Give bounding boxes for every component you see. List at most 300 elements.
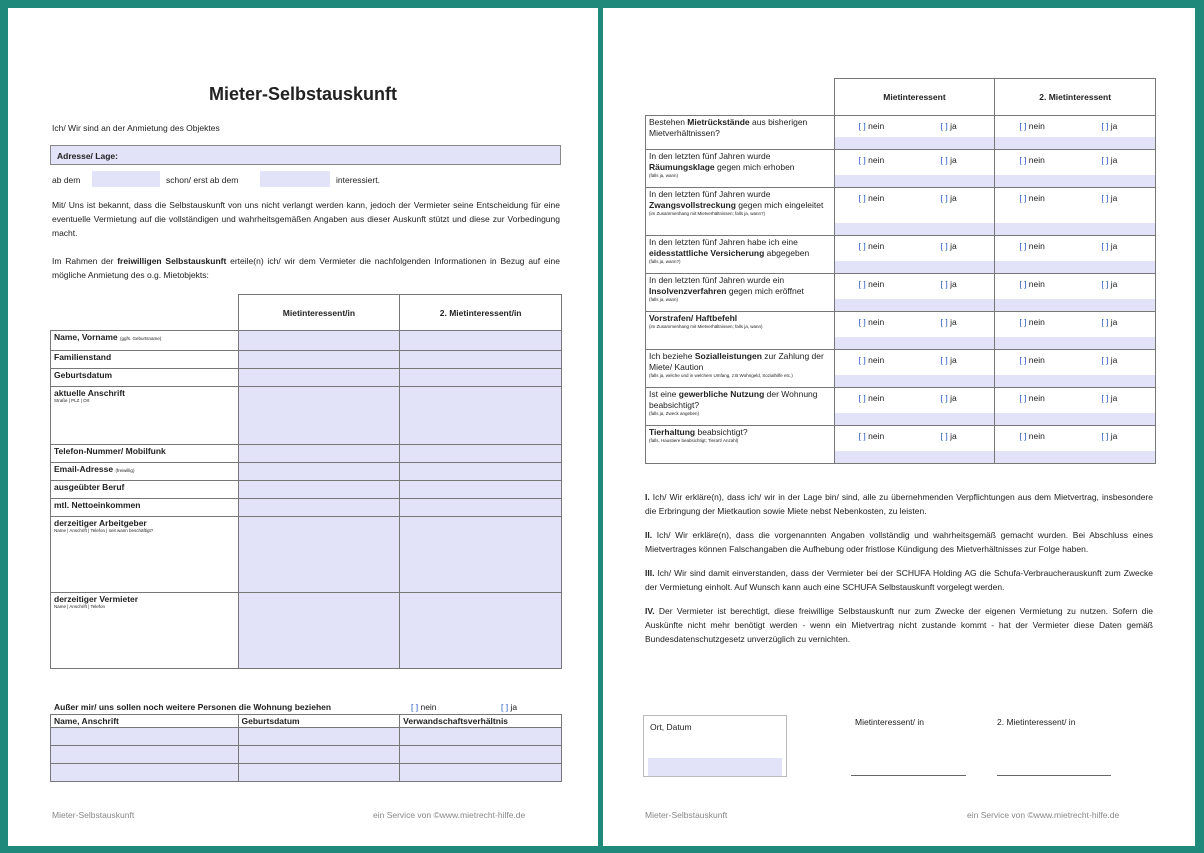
info-row-label — [51, 499, 239, 517]
answer-cell — [995, 350, 1156, 388]
no-label: nein — [868, 317, 885, 327]
no-label: nein — [1028, 317, 1045, 327]
more-persons-no[interactable] — [411, 701, 437, 713]
question-note: (falls ja, welche und in welchem Umfang, z.B Wohngeld, Sozialhilfe etc.) — [649, 373, 793, 378]
persons-col-name: Name, Anschrift — [51, 715, 239, 728]
checkbox-no[interactable]: [ ] — [1019, 241, 1027, 251]
answer-no[interactable] — [859, 241, 885, 251]
answer-cell — [995, 188, 1156, 236]
answer-cell — [995, 274, 1156, 312]
yes-label: ja — [950, 241, 957, 251]
question-label — [646, 388, 835, 426]
address-field[interactable] — [50, 145, 561, 165]
checkbox-yes[interactable]: [ ] — [940, 279, 948, 289]
yes-label: ja — [1110, 121, 1118, 131]
yes-label: ja — [950, 317, 957, 327]
checkbox-no[interactable]: [ ] — [858, 431, 866, 441]
answer-no[interactable] — [1019, 393, 1045, 403]
answer-detail-field[interactable] — [995, 413, 1155, 425]
answer-yes[interactable] — [1101, 279, 1117, 289]
answer-detail-field[interactable] — [995, 261, 1155, 273]
answer-detail-field[interactable] — [835, 175, 995, 187]
answer-yes[interactable] — [1101, 155, 1117, 165]
place-date-field[interactable] — [648, 758, 782, 776]
persons-cell[interactable] — [51, 728, 239, 746]
checkbox-no[interactable]: [ ] — [1019, 355, 1027, 365]
answer-yes[interactable] — [1101, 317, 1117, 327]
question-label — [646, 426, 835, 464]
checkbox-yes[interactable]: [ ] — [1101, 317, 1109, 327]
yes-label: ja — [950, 279, 957, 289]
info-cell-2[interactable] — [400, 445, 562, 463]
yes-label: ja — [950, 121, 957, 131]
info-row — [51, 445, 562, 463]
signature-line-2[interactable] — [997, 775, 1111, 776]
place-date-label: Ort, Datum — [650, 722, 692, 732]
yes-label: ja — [950, 155, 957, 165]
answer-yes[interactable] — [941, 393, 957, 403]
info-row — [51, 499, 562, 517]
yes-label: ja — [1110, 317, 1118, 327]
checkbox-no[interactable]: [ ] — [858, 355, 866, 365]
info-row-label-text: Name, Vorname — [54, 332, 118, 342]
checkbox-no[interactable]: [ ] — [1019, 121, 1027, 131]
signature-line-1[interactable] — [851, 775, 966, 776]
question-text-a: Ich beziehe — [649, 351, 695, 361]
checkbox-yes[interactable]: [ ] — [1101, 241, 1109, 251]
answer-no[interactable] — [1019, 121, 1045, 131]
question-text-c: gegen mich erhoben — [714, 162, 795, 172]
info-row-label — [51, 463, 239, 481]
info-row — [51, 517, 562, 593]
checkbox-no[interactable]: [ ] — [858, 241, 866, 251]
question-text-a: In den letzten fünf Jahren wurde ein — [649, 275, 785, 285]
checkbox-yes[interactable]: [ ] — [940, 317, 948, 327]
no-label: nein — [868, 431, 885, 441]
question-text-a: In den letzten fünf Jahren wurde — [649, 151, 771, 161]
interested-text: interessiert. — [336, 175, 380, 185]
question-note: (falls ja, Zweck angeben) — [649, 411, 700, 416]
answer-cell — [834, 274, 995, 312]
answer-detail-field[interactable] — [835, 337, 995, 349]
answer-no[interactable] — [859, 121, 885, 131]
info-row-label — [51, 517, 239, 593]
info-cell-1[interactable] — [238, 517, 400, 593]
answer-detail-field[interactable] — [835, 413, 995, 425]
question-text-c: gegen mich eingeleitet — [735, 200, 824, 210]
since-date-field[interactable] — [260, 171, 330, 187]
info-cell-1[interactable] — [238, 351, 400, 369]
answer-no[interactable] — [1019, 155, 1045, 165]
yes-label: ja — [950, 393, 957, 403]
info-row-note: Straße | PLZ | Ort — [54, 398, 90, 403]
yes-label: ja — [950, 193, 957, 203]
info-cell-2[interactable] — [400, 593, 562, 669]
info-row-note: Name | Anschrift | Telefon | seit wann beschäftigt? — [54, 528, 154, 533]
col-header-2: 2. Mietinteressent/in — [400, 295, 562, 331]
answer-yes[interactable] — [1101, 431, 1117, 441]
question-row — [646, 274, 1156, 312]
answer-detail-field[interactable] — [835, 137, 995, 149]
question-text-bold: Vorstrafen/ Haftbefehl — [649, 313, 738, 323]
applicant-info-table — [50, 294, 562, 669]
question-text-a: In den letzten fünf Jahren wurde — [649, 189, 771, 199]
answer-no[interactable] — [859, 193, 885, 203]
form-page-2 — [603, 8, 1195, 846]
question-label — [646, 312, 835, 350]
answer-cell — [834, 150, 995, 188]
answer-no[interactable] — [859, 279, 885, 289]
answer-detail-field[interactable] — [995, 223, 1155, 235]
no-label: nein — [868, 121, 885, 131]
question-text-c: gegen mich eröffnet — [726, 286, 804, 296]
info-cell-2[interactable] — [400, 331, 562, 351]
info-row-label — [51, 593, 239, 669]
info-cell-2[interactable] — [400, 463, 562, 481]
checkbox-no[interactable]: [ ] — [1019, 279, 1027, 289]
info-cell-1[interactable] — [238, 463, 400, 481]
answer-yes[interactable] — [1101, 241, 1117, 251]
question-text-bold: Zwangsvollstreckung — [649, 200, 736, 210]
page-title: Mieter-Selbstauskunft — [208, 84, 398, 104]
answer-no[interactable] — [1019, 431, 1045, 441]
info-row-label — [51, 331, 239, 351]
question-text-c: aus bisherigen Mietverhältnissen? — [649, 117, 808, 138]
declaration-paragraph — [645, 604, 1153, 646]
answer-cell — [995, 116, 1156, 150]
checkbox-yes[interactable]: [ ] — [501, 702, 509, 712]
footer-left: Mieter-Selbstauskunft — [645, 810, 728, 820]
question-row — [646, 426, 1156, 464]
checkbox-no[interactable]: [ ] — [1019, 155, 1027, 165]
no-label: nein — [868, 193, 885, 203]
question-text-c: der Wohnung beabsichtigt? — [649, 389, 818, 410]
info-row-label-text: aktuelle Anschrift — [54, 388, 126, 398]
place-date-box[interactable] — [643, 715, 787, 777]
persons-cell[interactable] — [400, 746, 562, 764]
answer-no[interactable] — [859, 355, 885, 365]
checkbox-yes[interactable]: [ ] — [1101, 279, 1109, 289]
no-label: nein — [868, 355, 885, 365]
checkbox-no[interactable]: [ ] — [858, 393, 866, 403]
from-date-field[interactable] — [92, 171, 160, 187]
answer-yes[interactable] — [1101, 193, 1117, 203]
checkbox-yes[interactable]: [ ] — [1101, 121, 1109, 131]
declaration-text: Ich/ Wir sind damit einverstanden, dass der Vermieter bei der SCHUFA Holding AG die Schufa-Verbraucherauskunft zum Zwecke der Vermietung einholt. Auf Wunsch kann auch eine SCHUFA Selbstauskunft vorgelegt werden. — [645, 568, 1153, 592]
answer-cell — [995, 236, 1156, 274]
since-label: schon/ erst ab dem — [166, 175, 239, 185]
declaration-number: IV. — [645, 606, 655, 616]
declaration-number: II. — [645, 530, 653, 540]
answer-yes[interactable] — [1101, 121, 1117, 131]
info-row-label-text: derzeitiger Arbeitgeber — [54, 518, 147, 528]
question-row — [646, 188, 1156, 236]
info-cell-2[interactable] — [400, 481, 562, 499]
answer-detail-field[interactable] — [995, 337, 1155, 349]
answer-no[interactable] — [859, 431, 885, 441]
no-label: nein — [868, 241, 885, 251]
question-text-bold: Mietrückstände — [687, 117, 750, 127]
answer-no[interactable] — [1019, 279, 1045, 289]
more-persons-yes[interactable] — [501, 701, 517, 713]
checkbox-no[interactable]: [ ] — [858, 317, 866, 327]
intro-text: Ich/ Wir sind an der Anmietung des Objektes — [52, 123, 220, 133]
no-label: nein — [868, 279, 885, 289]
question-row — [646, 236, 1156, 274]
persons-cell[interactable] — [400, 764, 562, 782]
info-row-label-text: derzeitiger Vermieter — [54, 594, 139, 604]
answer-detail-field[interactable] — [995, 137, 1155, 149]
info-row-note: (ggfs. Geburtsname) — [120, 336, 162, 341]
no-label: nein — [1028, 393, 1045, 403]
info-cell-2[interactable] — [400, 369, 562, 387]
answer-no[interactable] — [1019, 317, 1045, 327]
checkbox-no[interactable]: [ ] — [858, 155, 866, 165]
answer-cell — [834, 426, 995, 464]
question-label — [646, 274, 835, 312]
question-row — [646, 388, 1156, 426]
no-label: nein — [420, 702, 437, 712]
info-row — [51, 463, 562, 481]
info-cell-1[interactable] — [238, 369, 400, 387]
answer-cell — [834, 236, 995, 274]
answer-cell — [995, 312, 1156, 350]
checkbox-no[interactable]: [ ] — [1019, 431, 1027, 441]
question-note: (im Zusammenhang mit Mietverhältnissen; falls ja, wann?) — [649, 211, 766, 216]
info-cell-2[interactable] — [400, 351, 562, 369]
yes-label: ja — [1110, 355, 1118, 365]
persons-cell[interactable] — [51, 746, 239, 764]
info-cell-1[interactable] — [238, 593, 400, 669]
yes-label: ja — [1110, 241, 1118, 251]
no-label: nein — [1028, 155, 1045, 165]
checkbox-no[interactable]: [ ] — [858, 279, 866, 289]
yes-label: ja — [1110, 193, 1118, 203]
question-label — [646, 188, 835, 236]
yes-label: ja — [1110, 279, 1118, 289]
declaration-text: Ich/ Wir erkläre(n), dass ich/ wir in der Lage bin/ sind, alle zu übernehmenden Verpflichtungen aus dem Mietvertrag, insbesondere die Erbringung der Mietkaution sowie Miete nebst Nebenkosten, zu leisten. — [645, 492, 1153, 516]
footer-left: Mieter-Selbstauskunft — [52, 810, 135, 820]
answer-yes[interactable] — [941, 241, 957, 251]
question-row — [646, 116, 1156, 150]
answer-yes[interactable] — [941, 317, 957, 327]
answer-no[interactable] — [1019, 355, 1045, 365]
question-text-bold: Tierhaltung — [649, 427, 696, 437]
question-text-bold: gewerbliche Nutzung — [678, 389, 765, 399]
checkbox-no[interactable]: [ ] — [1019, 317, 1027, 327]
answer-no[interactable] — [859, 393, 885, 403]
question-text-bold: Sozialleistungen — [694, 351, 762, 361]
info-row-label-text: Familienstand — [54, 352, 112, 362]
yes-label: ja — [950, 431, 957, 441]
checkbox-yes[interactable]: [ ] — [1101, 155, 1109, 165]
persons-cell[interactable] — [238, 746, 400, 764]
info-row — [51, 351, 562, 369]
answer-yes[interactable] — [1101, 355, 1117, 365]
more-persons-question: Außer mir/ uns sollen noch weitere Personen die Wohnung beziehen — [54, 702, 332, 712]
answer-detail-field[interactable] — [835, 299, 995, 311]
info-row-note: (freiwillig) — [115, 468, 135, 473]
question-text-c: abgegeben — [764, 248, 810, 258]
answer-detail-field[interactable] — [835, 375, 995, 387]
question-note: (falls ja, wann) — [649, 173, 679, 178]
no-label: nein — [1028, 241, 1045, 251]
answer-detail-field[interactable] — [995, 175, 1155, 187]
info-row-label-text: mtl. Nettoeinkommen — [54, 500, 141, 510]
answer-cell — [834, 350, 995, 388]
address-label: Adresse/ Lage: — [57, 151, 118, 161]
answer-yes[interactable] — [941, 431, 957, 441]
checkbox-yes[interactable]: [ ] — [940, 393, 948, 403]
declaration-number: III. — [645, 568, 655, 578]
no-label: nein — [1028, 355, 1045, 365]
answer-yes[interactable] — [941, 155, 957, 165]
voluntary-text-c: erteile(n) ich/ wir dem Vermieter die nachfolgenden Informationen in Bezug auf eine mögliche Anmietung des o.g. Mietobjekts: — [52, 256, 560, 280]
footer-right: ein Service von ©www.mietrecht-hilfe.de — [967, 810, 1120, 820]
question-label — [646, 150, 835, 188]
yes-label: ja — [510, 702, 518, 712]
info-cell-2[interactable] — [400, 387, 562, 445]
declaration-paragraph — [645, 566, 1153, 594]
answer-detail-field[interactable] — [995, 299, 1155, 311]
checkbox-no[interactable]: [ ] — [858, 121, 866, 131]
checkbox-yes[interactable]: [ ] — [1101, 193, 1109, 203]
answer-yes[interactable] — [941, 193, 957, 203]
answer-no[interactable] — [1019, 193, 1045, 203]
info-row — [51, 369, 562, 387]
answer-cell — [995, 150, 1156, 188]
info-cell-2[interactable] — [400, 517, 562, 593]
no-label: nein — [1028, 431, 1045, 441]
yes-label: ja — [1110, 431, 1118, 441]
answer-no[interactable] — [859, 155, 885, 165]
info-row — [51, 593, 562, 669]
checkbox-yes[interactable]: [ ] — [940, 155, 948, 165]
checkbox-no[interactable]: [ ] — [411, 702, 419, 712]
info-row-label-text: ausgeübter Beruf — [54, 482, 125, 492]
answer-cell — [834, 116, 995, 150]
info-row-note: Name | Anschrift | Telefon — [54, 604, 106, 609]
checkbox-yes[interactable]: [ ] — [940, 241, 948, 251]
answer-cell — [995, 426, 1156, 464]
voluntary-text-bold: freiwilligen Selbstauskunft — [117, 256, 227, 266]
info-row-label — [51, 481, 239, 499]
answer-detail-field[interactable] — [995, 375, 1155, 387]
notice-paragraph: Mit/ Uns ist bekannt, dass die Selbstauskunft von uns nicht verlangt werden kann, jedoch der Vermieter seine Entscheidung für eine eventuelle Vermietung auf die vollständigen und wahrheitsgemäßen Angaben aus dieser Auskunft stützt und diese zur Vorbedingung macht. — [52, 200, 560, 238]
answer-detail-field[interactable] — [835, 451, 995, 463]
info-row-label — [51, 351, 239, 369]
info-cell-1[interactable] — [238, 331, 400, 351]
question-text-a: Bestehen — [649, 117, 688, 127]
answer-detail-field[interactable] — [835, 261, 995, 273]
info-cell-1[interactable] — [238, 445, 400, 463]
question-label — [646, 236, 835, 274]
answer-yes[interactable] — [941, 121, 957, 131]
question-label — [646, 350, 835, 388]
question-text-a: In den letzten fünf Jahren habe ich eine — [649, 237, 798, 247]
info-row-label-text: Telefon-Nummer/ Mobilfunk — [54, 446, 166, 456]
voluntary-paragraph — [52, 254, 560, 282]
question-note: (falls, Haustiere beabsichtigt; Tierart/ Anzahl) — [649, 438, 739, 443]
question-text-c: beabsichtigt? — [695, 427, 748, 437]
answer-cell — [834, 388, 995, 426]
info-cell-1[interactable] — [238, 499, 400, 517]
info-cell-1[interactable] — [238, 387, 400, 445]
checkbox-yes[interactable]: [ ] — [1101, 393, 1109, 403]
persons-cell[interactable] — [238, 728, 400, 746]
checkbox-no[interactable]: [ ] — [858, 193, 866, 203]
answer-cell — [834, 312, 995, 350]
footer-right: ein Service von ©www.mietrecht-hilfe.de — [373, 810, 526, 820]
answer-yes[interactable] — [941, 279, 957, 289]
persons-col-birth: Geburtsdatum — [238, 715, 400, 728]
info-cell-2[interactable] — [400, 499, 562, 517]
persons-table — [50, 714, 562, 782]
yes-label: ja — [1110, 155, 1118, 165]
question-row — [646, 150, 1156, 188]
answer-no[interactable] — [859, 317, 885, 327]
info-row — [51, 331, 562, 351]
checkbox-yes[interactable]: [ ] — [940, 193, 948, 203]
questions-table — [645, 78, 1156, 464]
declaration-paragraph — [645, 490, 1153, 518]
checkbox-no[interactable]: [ ] — [1019, 393, 1027, 403]
no-label: nein — [1028, 121, 1045, 131]
question-row — [646, 312, 1156, 350]
checkbox-yes[interactable]: [ ] — [940, 431, 948, 441]
answer-yes[interactable] — [1101, 393, 1117, 403]
persons-cell[interactable] — [400, 728, 562, 746]
declaration-text: Der Vermieter ist berechtigt, diese freiwillige Selbstauskunft nur zum Zwecke der eigenen Vermietung zu nutzen. Sofern die Auskünfte nicht mehr benötigt werden - wenn ein Mietvertrag nicht zustande kommt - hat der Vermieter diese Daten gemäß Bundesdatenschutzgesetz unverzüglich zu vernichten. — [645, 606, 1153, 644]
checkbox-yes[interactable]: [ ] — [940, 355, 948, 365]
persons-cell[interactable] — [51, 764, 239, 782]
persons-cell[interactable] — [238, 764, 400, 782]
declarations — [645, 490, 1153, 656]
checkbox-yes[interactable]: [ ] — [940, 121, 948, 131]
question-note: (falls ja, wann) — [649, 297, 679, 302]
question-label — [646, 116, 835, 150]
answer-detail-field[interactable] — [995, 451, 1155, 463]
question-note: (im Zusammenhang mit Mietverhältnissen; falls ja, wann) — [649, 324, 763, 329]
signature-label-1: Mietinteressent/ in — [855, 717, 924, 727]
info-row-label-text: Email-Adresse — [54, 464, 114, 474]
checkbox-yes[interactable]: [ ] — [1101, 431, 1109, 441]
answer-detail-field[interactable] — [835, 223, 995, 235]
no-label: nein — [1028, 279, 1045, 289]
q-col-header-2: 2. Mietinteressent — [995, 79, 1156, 116]
question-text-a: Ist eine — [649, 389, 679, 399]
info-row-label — [51, 387, 239, 445]
checkbox-no[interactable]: [ ] — [1019, 193, 1027, 203]
from-label: ab dem — [52, 175, 81, 185]
question-text-bold: eidesstattliche Versicherung — [649, 248, 765, 258]
answer-yes[interactable] — [941, 355, 957, 365]
question-row — [646, 350, 1156, 388]
answer-no[interactable] — [1019, 241, 1045, 251]
no-label: nein — [868, 393, 885, 403]
form-page-1 — [8, 8, 598, 846]
info-row-label — [51, 445, 239, 463]
declaration-number: I. — [645, 492, 650, 502]
info-cell-1[interactable] — [238, 481, 400, 499]
checkbox-yes[interactable]: [ ] — [1101, 355, 1109, 365]
question-text-bold: Räumungsklage — [649, 162, 715, 172]
declaration-paragraph — [645, 528, 1153, 556]
info-row-label-text: Geburtsdatum — [54, 370, 113, 380]
yes-label: ja — [950, 355, 957, 365]
info-row-label — [51, 369, 239, 387]
yes-label: ja — [1110, 393, 1118, 403]
